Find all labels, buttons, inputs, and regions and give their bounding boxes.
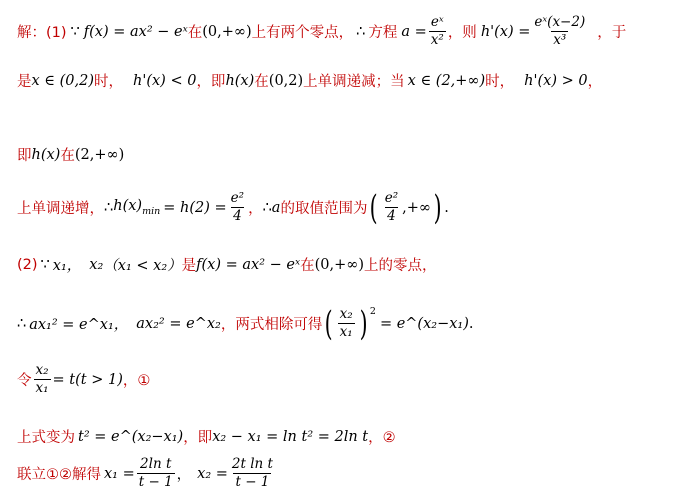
solution-line-2 [17,70,602,91]
because-symbol: ∵ [70,23,80,40]
fraction-numerator: e² [384,190,399,206]
function-expression: f(x) = ax² − eˣ [196,256,301,273]
because-symbol: ∵ [40,256,50,273]
ratio-squared [322,303,376,344]
text: 在 [254,74,269,90]
text: 在 [60,148,75,164]
equation-lhs: a = [401,23,427,40]
text: 上式变为 [17,430,75,446]
fraction-numerator: x₂ [339,306,353,322]
equation: ax₂² = e^x₂ [136,315,221,332]
solution-line-7 [17,362,150,397]
right-paren: ) [433,187,442,228]
equation: = e^(x₂−x₁) [379,315,469,332]
variable-x1: x₁， [52,258,82,274]
text: ， [587,74,603,90]
solution-line-3 [17,144,124,165]
text: 的取值范围为 [280,201,368,217]
text: ，① [122,373,151,389]
condition: x ∈ (2,+∞) [407,72,486,89]
equation: = t(t > 1) [52,371,123,388]
period: . [444,199,449,216]
condition: x ∈ (0,2) [31,72,95,89]
exponent: 2 [369,306,376,317]
left-paren: ( [324,303,333,344]
min-subscript: min [142,205,161,217]
fraction-numerator: x₂ [35,362,49,378]
text: ，则 [447,25,477,41]
therefore-symbol: ∴ [356,23,366,40]
text: 上单调递增， [17,201,104,217]
equation: x₂ − x₁ = ln t² = 2ln t [212,428,369,445]
text: 是 [17,74,32,90]
variable-a: a [271,199,281,216]
text: 是 [181,258,197,274]
fraction [429,14,446,49]
fraction-denominator: x² [430,32,444,48]
fraction-numerator: e² [230,190,245,206]
fraction-denominator: 4 [387,208,396,224]
equation: = h(2) = [163,199,227,216]
therefore-symbol: ∴ [104,199,114,216]
text: 联立①②解得 [17,467,101,483]
fraction [532,14,587,49]
fraction-numerator: eˣ(x−2) [534,14,586,30]
variable-x1: x₁ = [104,465,135,482]
variable-x2: x₂ [89,256,104,273]
left-paren: ( [370,187,379,228]
condition: （x₁ < x₂） [103,258,182,274]
function-h: h(x) [225,72,255,89]
text: ，即 [196,74,226,90]
inequality: h'(x) > 0 [524,72,588,89]
function-h-min: $h(x)_{min}$ [113,198,161,217]
solution-line-8 [17,426,396,447]
solution-line-6 [17,303,474,344]
fraction-numerator: eˣ [430,14,444,30]
solution-line-4 [17,187,449,228]
text: 令 [17,373,32,389]
fraction-denominator: t − 1 [235,474,270,490]
fraction [338,306,355,341]
text: 即 [17,148,32,164]
fraction [229,190,246,225]
solution-line-1 [17,14,626,49]
range-interval [367,187,444,228]
derivative-lhs: h'(x) = [480,23,531,40]
range-tail: ,+∞ [402,199,431,216]
function-expression: f(x) = ax² − eˣ [83,23,188,40]
fraction [383,190,400,225]
solution-line-5 [17,254,437,275]
fraction-numerator: 2t ln t [231,456,273,472]
text: ，两式相除可得 [220,317,323,333]
equation: t² = e^(x₂−x₁) [78,428,184,445]
text: 时， [94,74,124,90]
text: ， [248,201,263,217]
function-h: h(x) [31,146,61,163]
fraction-denominator: x³ [553,32,567,48]
text: 方程 [368,25,398,41]
solution-line-9 [17,456,277,491]
inequality: h'(x) < 0 [133,72,197,89]
equation: ax₁² = e^x₁， [29,317,129,333]
text: 时， [485,74,515,90]
part-1-label: 解：(1) [17,25,67,41]
period: . [468,315,474,332]
part-2-label: (2) [17,256,38,273]
interval: (0,+∞) [202,23,252,40]
fraction [34,362,51,397]
therefore-symbol: ∴ [262,199,272,216]
interval: (0,2) [268,72,304,89]
text: 在 [187,25,203,41]
fraction-denominator: t − 1 [138,474,173,490]
fraction [137,456,175,491]
interval: (2,+∞) [74,146,125,163]
comma: ， [176,467,192,483]
text: ，即 [183,430,213,446]
right-paren: ) [359,303,368,344]
text: ，② [368,430,396,446]
fraction-denominator: 4 [233,208,242,224]
fraction-denominator: x₁ [35,380,49,396]
text: ，于 [597,25,627,41]
variable-x2: x₂ = [197,465,228,482]
text: 在 [300,258,315,274]
interval: (0,+∞) [314,256,364,273]
fraction-denominator: x₁ [339,324,353,340]
therefore-symbol: ∴ [17,315,27,332]
fraction [230,456,275,491]
text: 上的零点， [364,258,437,274]
text: 上有两个零点， [251,25,354,41]
fraction-numerator: 2ln t [140,456,172,472]
text: 上单调递减；当 [303,74,405,90]
